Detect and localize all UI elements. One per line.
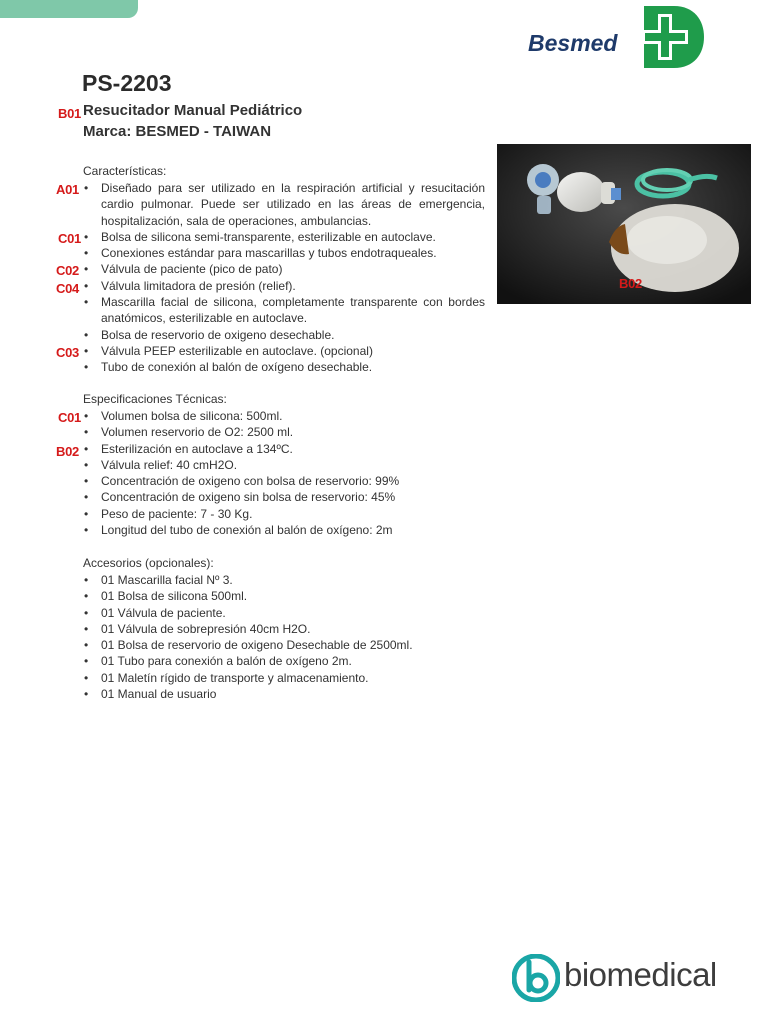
- label-b02: B02: [56, 444, 79, 459]
- product-code: PS-2203: [82, 70, 172, 96]
- features-heading: Características:: [83, 164, 167, 178]
- photo-label-b02: B02: [619, 276, 642, 291]
- label-c01: C01: [58, 231, 81, 246]
- list-item: • Tubo de conexión al balón de oxígeno desechable.: [83, 359, 485, 375]
- list-item: • Diseñado para ser utilizado en la respiración artificial y resucitación cardio pulmonar. Puede ser utilizado en las áreas de emergencia, hospitalización, sala de operaciones, ambulancias.: [83, 180, 485, 229]
- list-item: • Conexiones estándar para mascarillas y tubos endotraqueales.: [83, 245, 485, 261]
- label-b01: B01: [58, 106, 81, 121]
- list-item: • Válvula de paciente (pico de pato): [83, 261, 485, 277]
- besmed-cross-icon: [624, 4, 706, 70]
- biomedical-logo-text: biomedical: [564, 956, 717, 993]
- list-item: • 01 Tubo para conexión a balón de oxígeno 2m.: [83, 653, 493, 669]
- label-a01: A01: [56, 182, 79, 197]
- accessories-list: [83, 572, 493, 702]
- product-photo: [497, 144, 751, 304]
- list-item: • Concentración de oxigeno con bolsa de reservorio: 99%: [83, 473, 493, 489]
- biomedical-b-icon: [512, 954, 560, 1002]
- list-item: • 01 Maletín rígido de transporte y almacenamiento.: [83, 670, 493, 686]
- list-item: • 01 Mascarilla facial Nº 3.: [83, 572, 493, 588]
- list-item: • Volumen reservorio de O2: 2500 ml.: [83, 424, 493, 440]
- label-c01-spec: C01: [58, 410, 81, 425]
- list-item: • Válvula PEEP esterilizable en autoclave. (opcional): [83, 343, 485, 359]
- list-item: • Peso de paciente: 7 - 30 Kg.: [83, 506, 493, 522]
- besmed-logo-text: Besmed: [528, 30, 618, 56]
- features-list: [83, 180, 485, 376]
- label-c04: C04: [56, 281, 79, 296]
- product-name: Resucitador Manual Pediátrico: [83, 102, 303, 119]
- list-item: • Longitud del tubo de conexión al balón de oxígeno: 2m: [83, 522, 493, 538]
- list-item: • 01 Bolsa de silicona 500ml.: [83, 588, 493, 604]
- list-item: • 01 Manual de usuario: [83, 686, 493, 702]
- list-item: • Válvula limitadora de presión (relief).: [83, 278, 485, 294]
- specs-list: [83, 408, 493, 538]
- label-c03: C03: [56, 345, 79, 360]
- accessories-heading: Accesorios (opcionales):: [83, 556, 214, 570]
- list-item: • Bolsa de reservorio de oxigeno desechable.: [83, 327, 485, 343]
- list-item: • Esterilización en autoclave a 134ºC.: [83, 441, 493, 457]
- biomedical-logo: [512, 954, 752, 1004]
- list-item: • Mascarilla facial de silicona, completamente transparente con bordes anatómicos, esterilizable en autoclave.: [83, 294, 485, 327]
- header-accent-tab: [0, 0, 138, 18]
- list-item: • 01 Bolsa de reservorio de oxigeno Desechable de 2500ml.: [83, 637, 493, 653]
- list-item: • Bolsa de silicona semi-transparente, esterilizable en autoclave.: [83, 229, 485, 245]
- besmed-logo: [526, 4, 708, 70]
- specs-heading: Especificaciones Técnicas:: [83, 392, 227, 406]
- list-item: • 01 Válvula de paciente.: [83, 605, 493, 621]
- list-item: • Válvula relief: 40 cmH2O.: [83, 457, 493, 473]
- list-item: • 01 Válvula de sobrepresión 40cm H2O.: [83, 621, 493, 637]
- label-c02: C02: [56, 263, 79, 278]
- list-item: • Volumen bolsa de silicona: 500ml.: [83, 408, 493, 424]
- product-brand: Marca: BESMED - TAIWAN: [83, 123, 272, 140]
- list-item: • Concentración de oxigeno sin bolsa de reservorio: 45%: [83, 489, 493, 505]
